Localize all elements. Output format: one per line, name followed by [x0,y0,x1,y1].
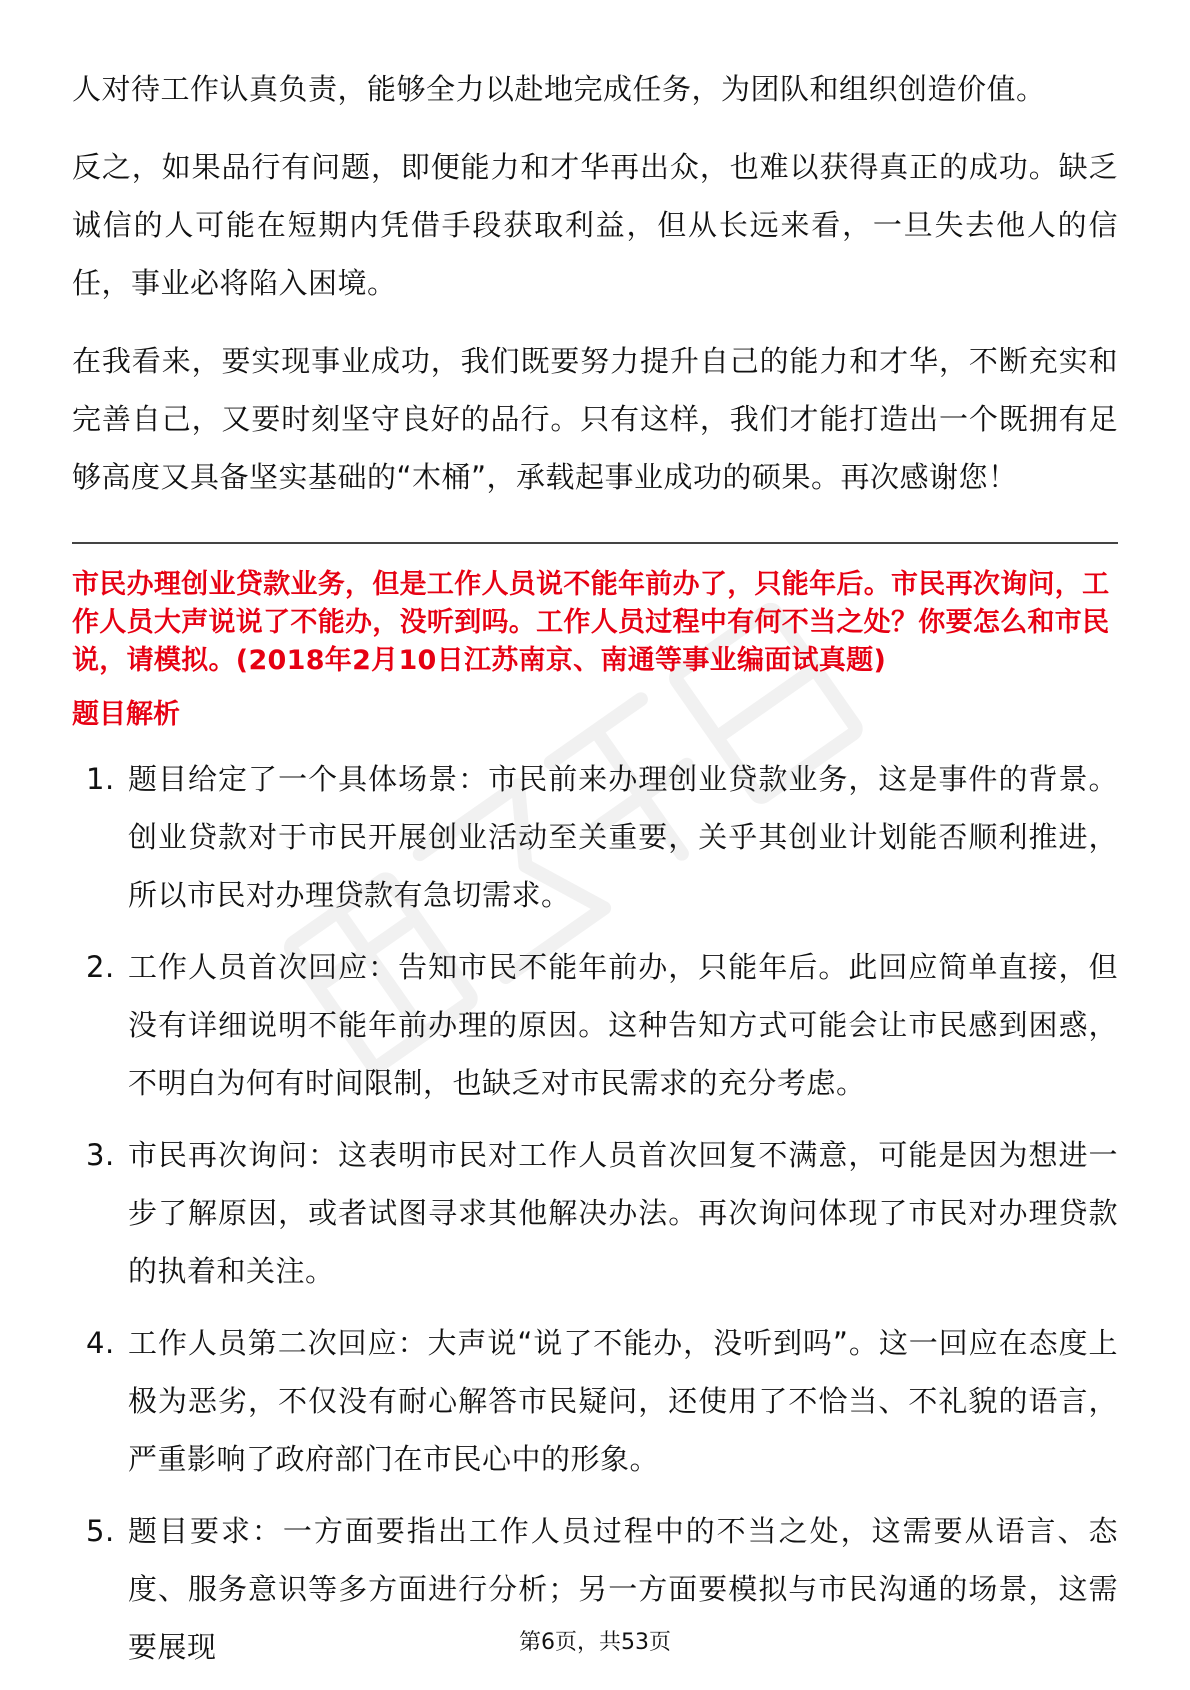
list-number: 4. [86,1326,115,1360]
page-number: 第6页，共53页 [519,1630,671,1655]
list-text: 工作人员首次回应：告知市民不能年前办，只能年后。此回应简单直接，但没有详细说明不能年前办理的原因。这种告知方式可能会让市民感到困惑，不明白为何有时间限制，也缺乏对市民需求的充分考虑。 [128,950,1118,1100]
section-divider [72,542,1118,544]
list-item [72,1314,1118,1488]
list-text: 市民再次询问：这表明市民对工作人员首次回复不满意，可能是因为想进一步了解原因，或者试图寻求其他解决办法。再次询问体现了市民对办理贷款的执着和关注。 [128,1138,1118,1288]
page-content [72,60,1118,1690]
list-text: 题目要求：一方面要指出工作人员过程中的不当之处，这需要从语言、态度、服务意识等多方面进行分析；另一方面要模拟与市民沟通的场景，这需要展现 [128,1514,1118,1664]
question-heading: 市民办理创业贷款业务，但是工作人员说不能年前办了，只能年后。市民再次询问，工作人员大声说说了不能办，没听到吗。工作人员过程中有何不当之处？你要怎么和市民说，请模拟。(2018年2月10日江苏南京、南通等事业编面试真题) [72,569,1110,676]
list-number: 2. [86,950,115,984]
list-item [72,750,1118,924]
analysis-title: 题目解析 [72,699,180,730]
list-text: 题目给定了一个具体场景：市民前来办理创业贷款业务，这是事件的背景。创业贷款对于市民开展创业活动至关重要，关乎其创业计划能否顺利推进，所以市民对办理贷款有急切需求。 [128,762,1118,912]
list-text: 工作人员第二次回应：大声说“说了不能办，没听到吗”。这一回应在态度上极为恶劣，不仅没有耐心解答市民疑问，还使用了不恰当、不礼貌的语言，严重影响了政府部门在市民心中的形象。 [128,1326,1118,1476]
list-item [72,1126,1118,1300]
analysis-list [72,750,1118,1676]
paragraph: 反之，如果品行有问题，即便能力和才华再出众，也难以获得真正的成功。缺乏诚信的人可能在短期内凭借手段获取利益，但从长远来看，一旦失去他人的信任，事业必将陷入困境。 [72,150,1118,300]
list-number: 3. [86,1138,115,1172]
list-number: 5. [86,1514,115,1548]
list-number: 1. [86,762,115,796]
paragraph: 人对待工作认真负责，能够全力以赴地完成任务，为团队和组织创造价值。 [72,72,1046,106]
paragraph: 在我看来，要实现事业成功，我们既要努力提升自己的能力和才华，不断充实和完善自己，又要时刻坚守良好的品行。只有这样，我们才能打造出一个既拥有足够高度又具备坚实基础的“木桶”，承载起事业成功的硕果。再次感谢您！ [72,344,1118,494]
list-item [72,938,1118,1112]
